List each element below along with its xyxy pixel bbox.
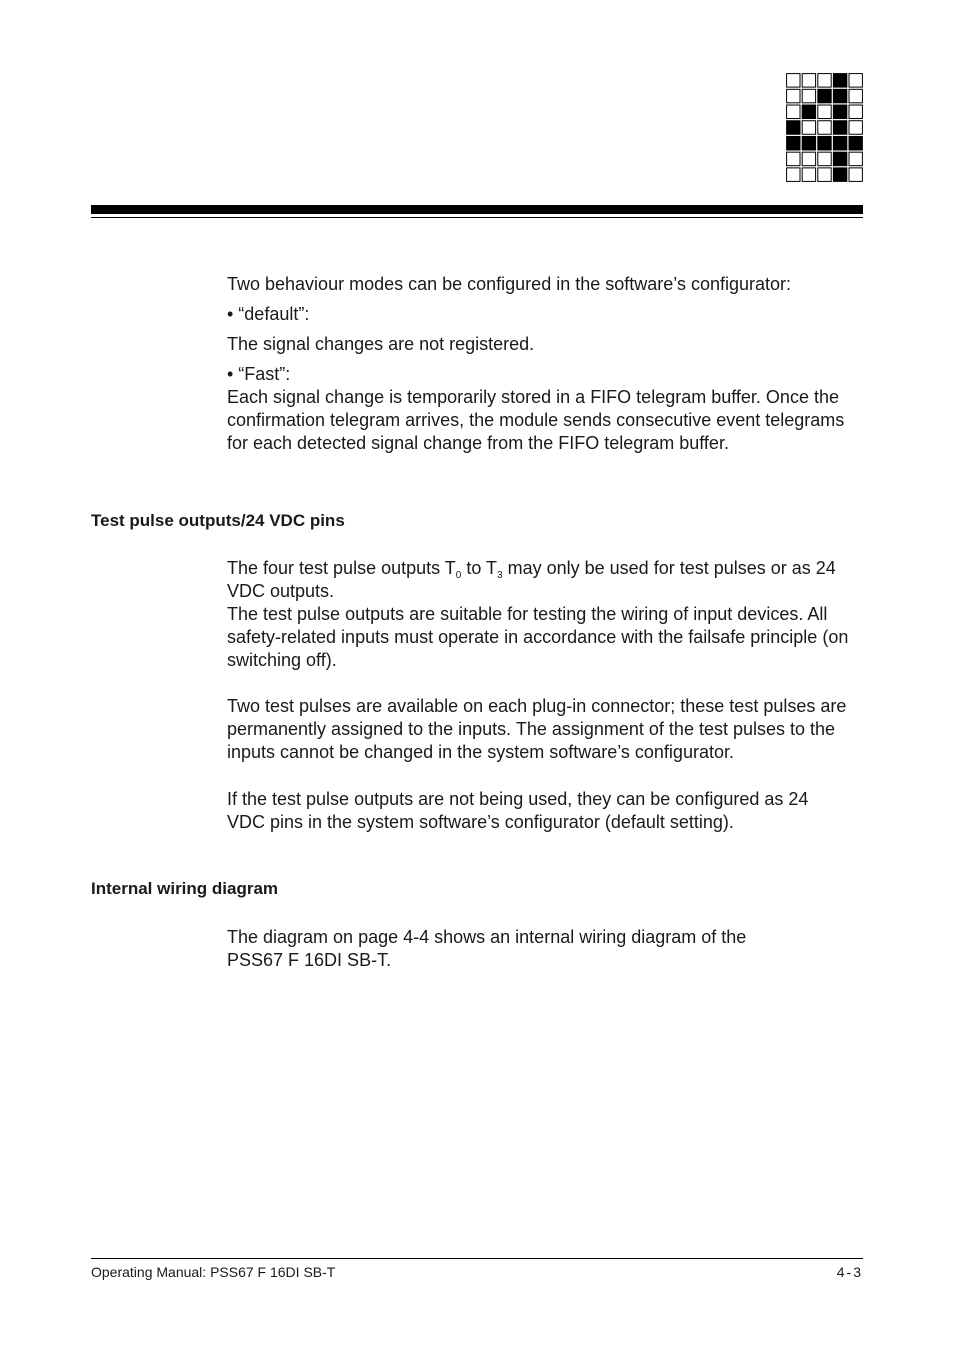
- logo-cell-empty: [818, 168, 831, 182]
- fast-description: Each signal change is temporarily stored in a FIFO telegram buffer. Once the confirmation telegram arrives, the module sends consecutive event telegrams for each detected signal change from the FIFO telegram buffer.: [227, 387, 845, 453]
- footer-rule: [91, 1258, 863, 1259]
- test-pulse-paragraph-3: If the test pulse outputs are not being used, they can be configured as 24 VDC pins in the system software’s configurator (default setting).: [227, 789, 809, 832]
- logo-cell-filled: [833, 105, 846, 119]
- pilz-grid-logo: [786, 73, 864, 183]
- logo-cell-empty: [787, 152, 800, 166]
- logo-cell-empty: [818, 121, 831, 135]
- logo-cell-empty: [849, 121, 862, 135]
- logo-cell-filled: [833, 89, 846, 103]
- header-rule-thick: [91, 205, 863, 214]
- logo-cell-empty: [802, 152, 815, 166]
- section-heading-test-pulse: Test pulse outputs/24 VDC pins: [91, 511, 345, 530]
- logo-cell-empty: [802, 89, 815, 103]
- logo-cell-empty: [787, 89, 800, 103]
- logo-cell-filled: [833, 168, 846, 182]
- page-number: 4-3: [836, 1264, 863, 1280]
- logo-cell-empty: [849, 74, 862, 88]
- logo-cell-empty: [818, 74, 831, 88]
- logo-cell-filled: [833, 74, 846, 88]
- logo-cell-filled: [833, 152, 846, 166]
- logo-cell-filled: [818, 89, 831, 103]
- test-pulse-paragraph-2: Two test pulses are available on each plug-in connector; these test pulses are permanently assigned to the inputs. The assignment of the test pulses to the inputs cannot be changed in the system software’s configurator.: [227, 696, 847, 762]
- logo-cell-empty: [849, 89, 862, 103]
- logo-cell-empty: [849, 105, 862, 119]
- logo-cell-empty: [802, 168, 815, 182]
- bullet-fast: • “Fast”:: [227, 364, 291, 384]
- test-pulse-paragraph-1: The four test pulse outputs $T_0$ to $T_3$ may only be used for test pulses or as 24 VDC outputs. The test pulse outputs are suitable for testing the wiring of input devices. All safety-related inputs must operate in accordance with the failsafe principle (on switching off).: [227, 558, 849, 670]
- logo-cell-filled: [802, 136, 815, 150]
- logo-cell-filled: [802, 105, 815, 119]
- logo-cell-empty: [849, 168, 862, 182]
- logo-cell-empty: [818, 105, 831, 119]
- wiring-paragraph: The diagram on page 4-4 shows an internal wiring diagram of the PSS67 F 16DI SB-T.: [227, 927, 747, 970]
- bullet-default: • “default”:: [227, 304, 310, 324]
- logo-cell-empty: [802, 121, 815, 135]
- logo-cell-empty: [787, 74, 800, 88]
- logo-cell-empty: [802, 74, 815, 88]
- logo-cell-empty: [787, 105, 800, 119]
- logo-cell-empty: [818, 152, 831, 166]
- logo-cell-filled: [787, 121, 800, 135]
- logo-cell-filled: [818, 136, 831, 150]
- default-description: The signal changes are not registered.: [227, 334, 535, 354]
- logo-cell-empty: [787, 168, 800, 182]
- logo-cell-filled: [849, 136, 862, 150]
- logo-cell-empty: [849, 152, 862, 166]
- logo-cell-filled: [833, 136, 846, 150]
- logo-cell-filled: [787, 136, 800, 150]
- section-heading-wiring: Internal wiring diagram: [91, 879, 279, 898]
- footer-manual-title: Operating Manual: PSS67 F 16DI SB-T: [91, 1264, 336, 1280]
- logo-cell-filled: [833, 121, 846, 135]
- intro-paragraph: Two behaviour modes can be configured in the software’s configurator:: [227, 274, 791, 294]
- header-rule-thin: [91, 217, 863, 218]
